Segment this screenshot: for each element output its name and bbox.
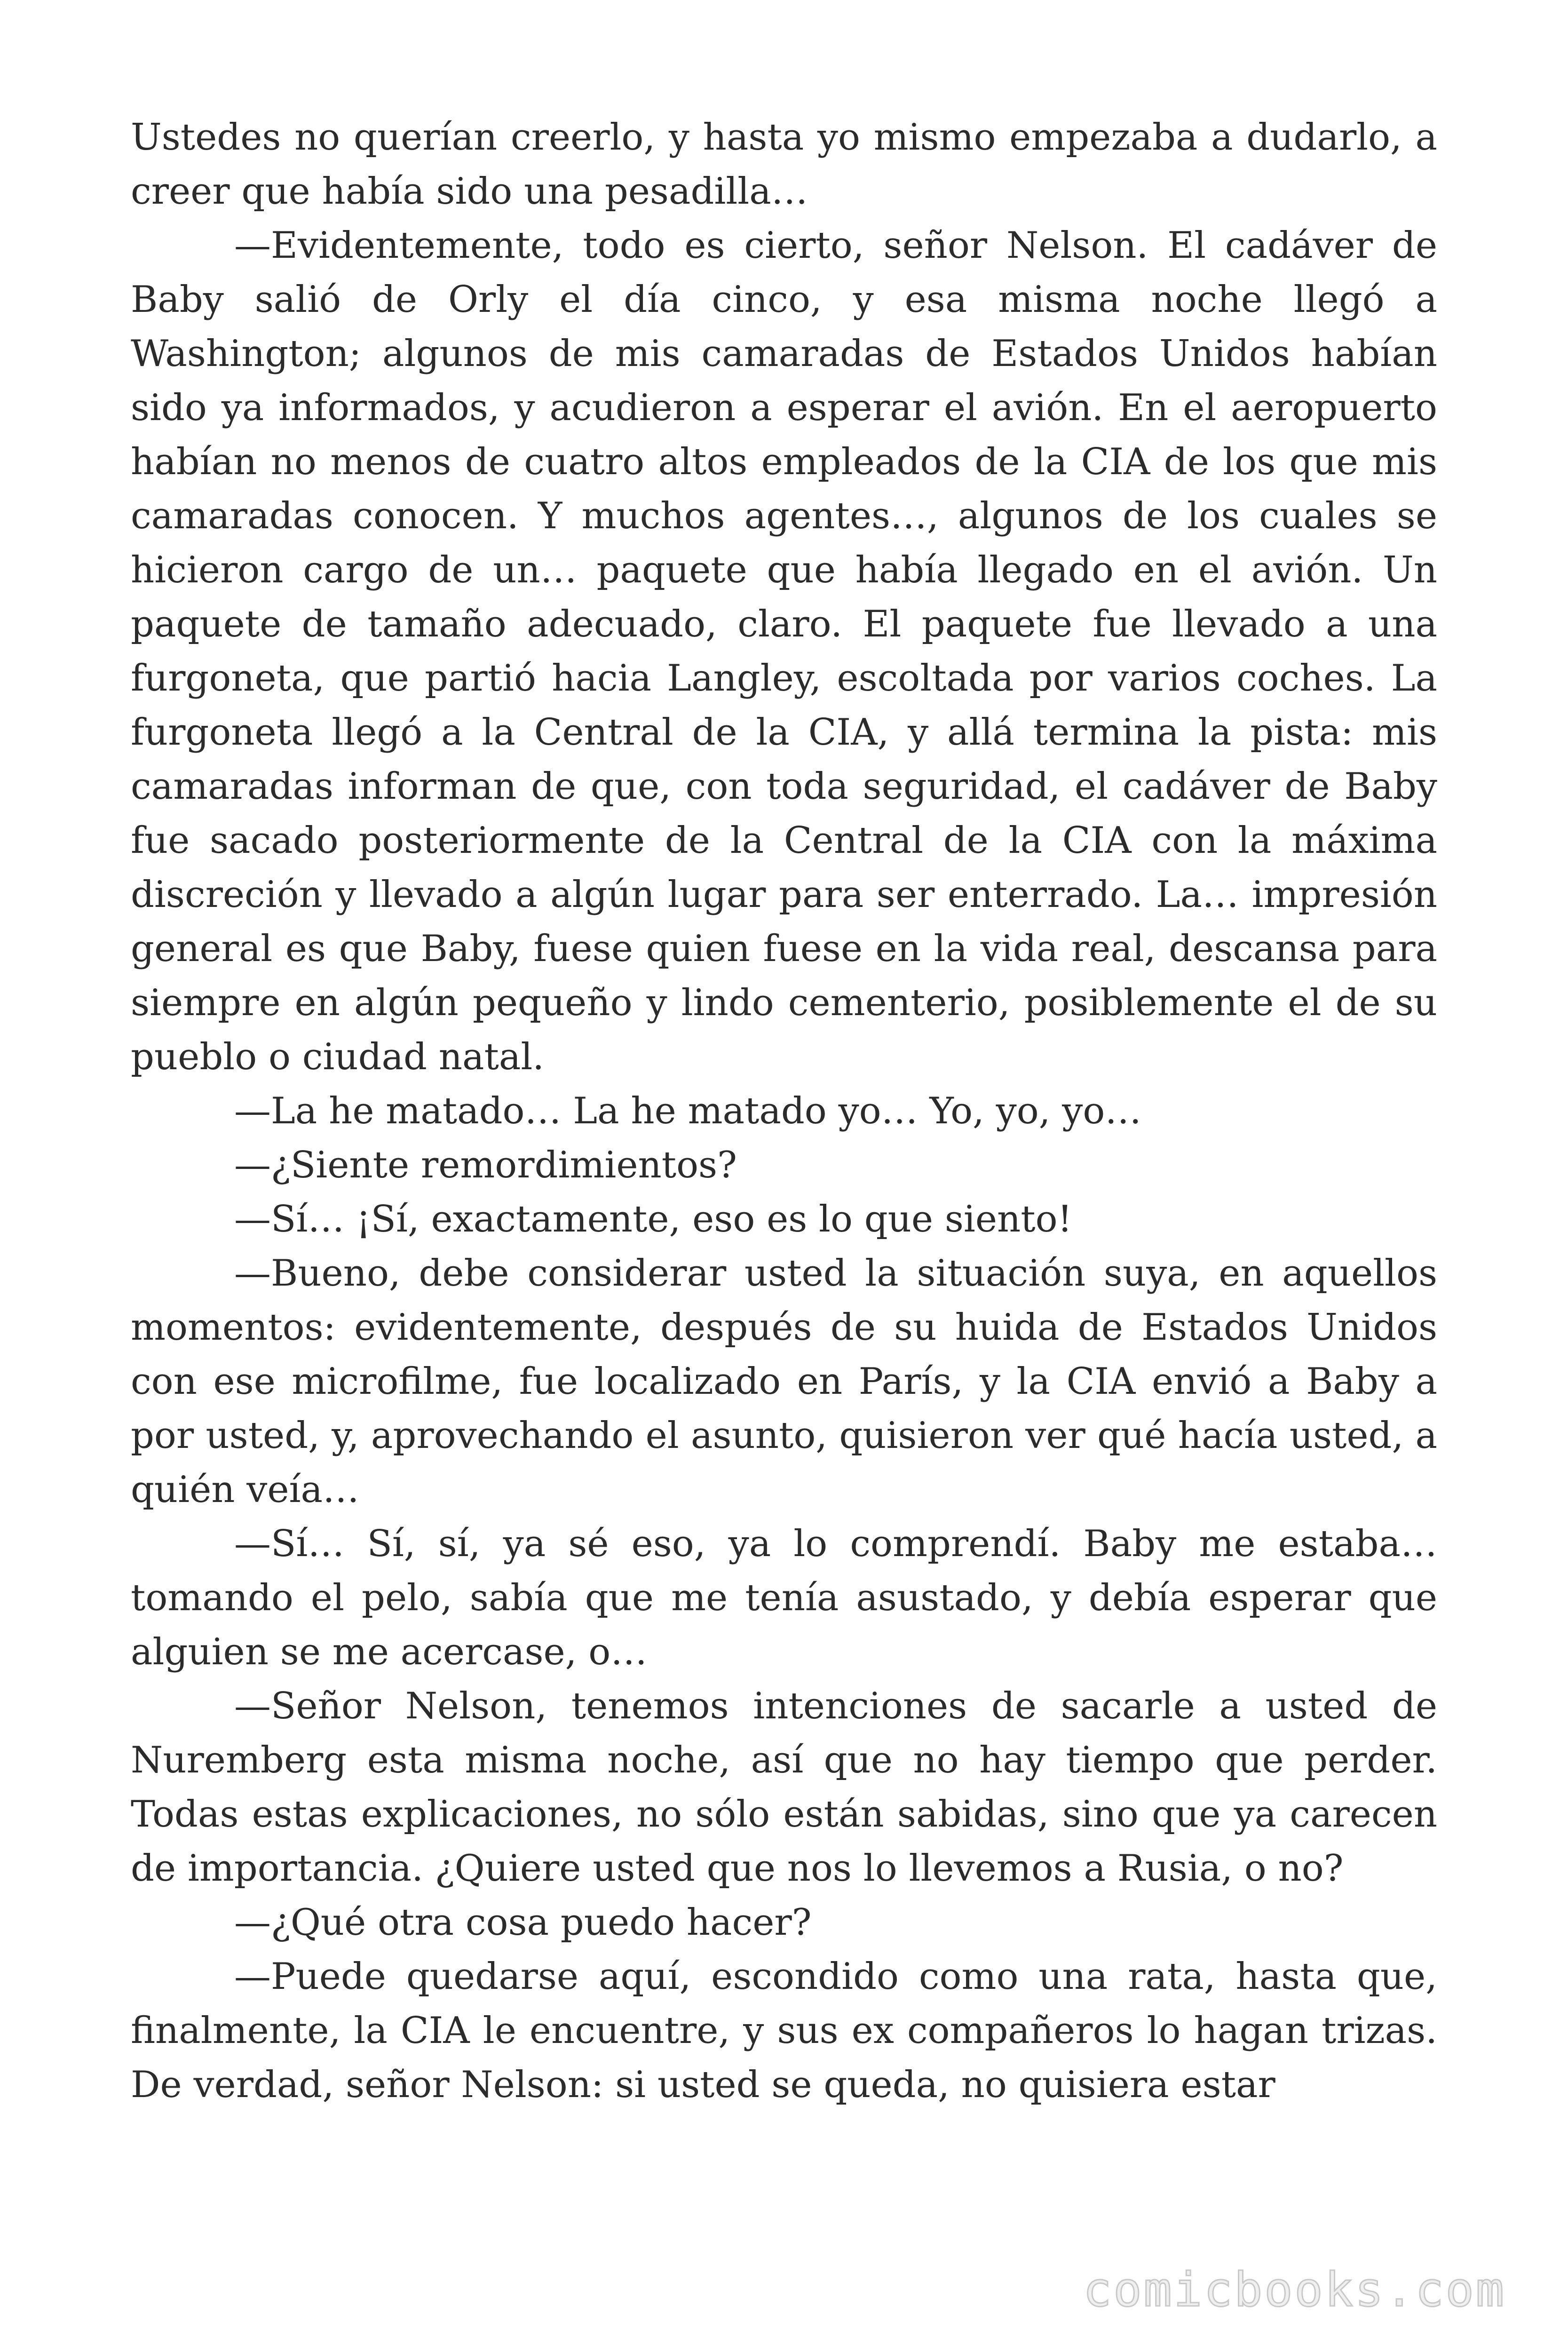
paragraph-6: —Bueno, debe considerar usted la situación suya, en aquellos momentos: evidentemente, después de su huida de Estados Unidos con ese microfilme, fue localizado en París, y la CIA envió a Baby a por usted, y, aprovechando el asunto, quisieron ver qué hacía usted, a quién veía… xyxy=(131,1252,1437,1511)
paragraph-3: —La he matado… La he matado yo… Yo, yo, yo… xyxy=(234,1090,1142,1132)
paragraph-7: —Sí… Sí, sí, ya sé eso, ya lo comprendí. Baby me estaba… tomando el pelo, sabía que me tenía asustado, y debía esperar que alguien se me acercase, o… xyxy=(131,1523,1437,1673)
paragraph-2: —Evidentemente, todo es cierto, señor Nelson. El cadáver de Baby salió de Orly el día cinco, y esa misma noche llegó a Washington; algunos de mis camaradas de Estados Unidos habían sido ya informados, y acudieron a esperar el avión. En el aeropuerto habían no menos de cuatro altos empleados de la CIA de los que mis camaradas conocen. Y muchos agentes…, algunos de los cuales se hicieron cargo de un… paquete que había llegado en el avión. Un paquete de tamaño adecuado, claro. El paquete fue llevado a una furgoneta, que partió hacia Langley, escoltada por varios coches. La furgoneta llegó a la Central de la CIA, y allá termina la pista: mis camaradas informan de que, con toda seguridad, el cadáver de Baby fue sacado posteriormente de la Central de la CIA con la máxima discreción y llevado a algún lugar para ser enterrado. La… impresión general es que Baby, fuese quien fuese en la vida real, descansa para siempre en algún pequeño y lindo cementerio, posiblemente el de su pueblo o ciudad natal. xyxy=(131,224,1437,1078)
paragraph-9: —¿Qué otra cosa puedo hacer? xyxy=(234,1901,812,1944)
site-watermark: comicbooks.com xyxy=(1083,2262,1506,2317)
paragraph-1: Ustedes no querían creerlo, y hasta yo mismo empezaba a dudarlo, a creer que había sido una pesadilla… xyxy=(131,116,1437,213)
paragraph-4: —¿Siente remordimientos? xyxy=(234,1144,737,1186)
paragraph-5: —Sí… ¡Sí, exactamente, eso es lo que siento! xyxy=(234,1198,1072,1240)
paragraph-10: —Puede quedarse aquí, escondido como una rata, hasta que, finalmente, la CIA le encuentre, y sus ex compañeros lo hagan trizas. De verdad, señor Nelson: si usted se queda, no quisiera estar xyxy=(131,1955,1437,2106)
book-page-text xyxy=(131,111,1437,2112)
paragraph-8: —Señor Nelson, tenemos intenciones de sacarle a usted de Nuremberg esta misma noche, así que no hay tiempo que perder. Todas estas explicaciones, no sólo están sabidas, sino que ya carecen de importancia. ¿Quiere usted que nos lo llevemos a Rusia, o no? xyxy=(131,1685,1437,1890)
